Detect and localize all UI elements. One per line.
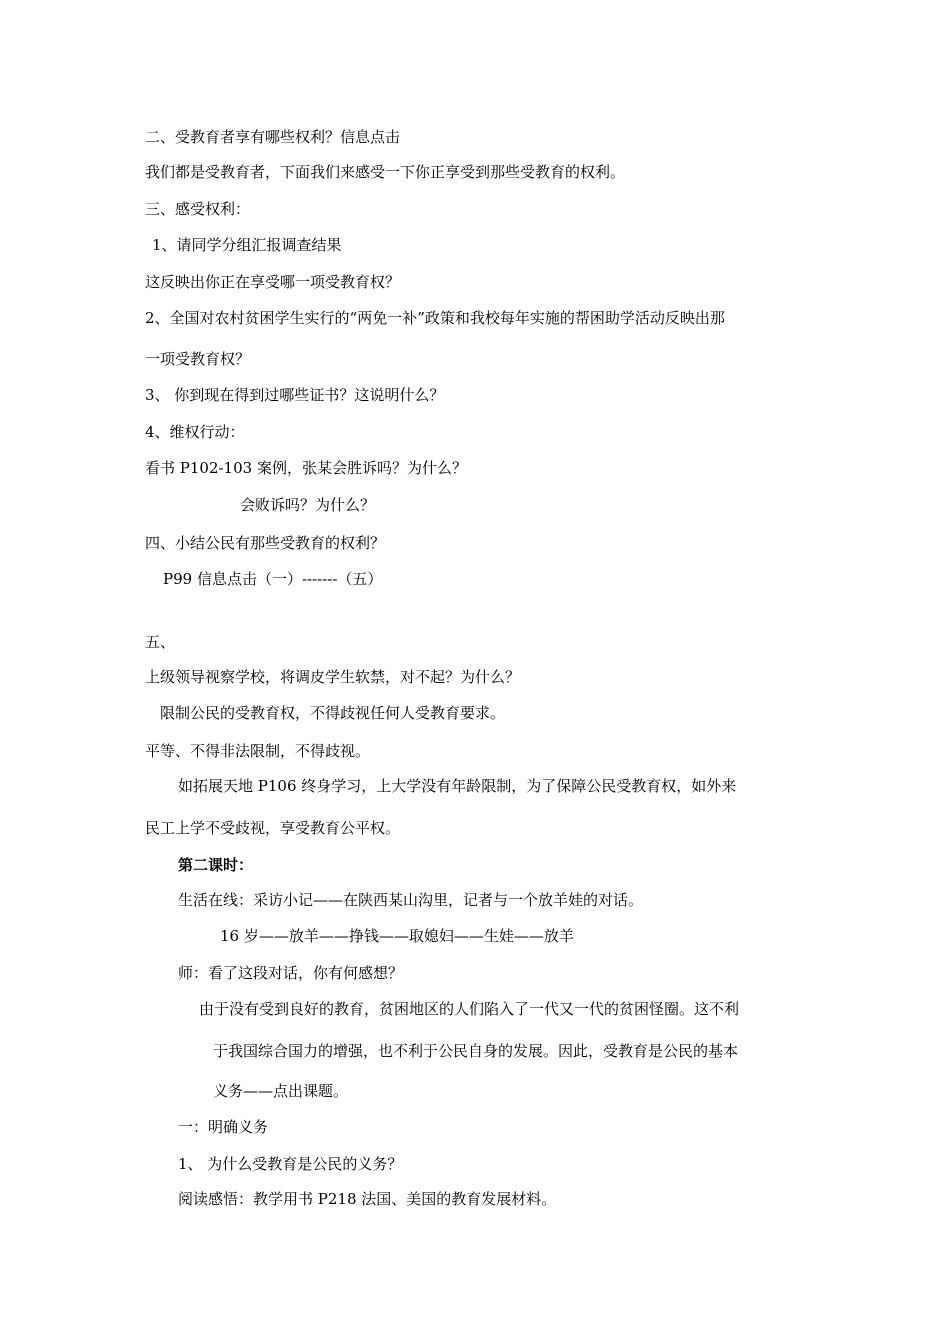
list-item-4: 4、维权行动： xyxy=(145,423,245,441)
section-heading-2: 二、受教育者享有哪些权利？信息点击 xyxy=(145,128,401,146)
paragraph-line: 这反映出你正在享受哪一项受教育权？ xyxy=(145,273,401,291)
paragraph-line: 如拓展天地 P106 终身学习，上大学没有年龄限制，为了保障公民受教育权，如外来 xyxy=(178,777,737,795)
list-item-1: 1、 为什么受教育是公民的义务？ xyxy=(178,1155,403,1173)
paragraph-line: 看书 P102-103 案例，张某会胜诉吗？为什么？ xyxy=(145,459,467,477)
lesson-heading: 第二课时： xyxy=(178,856,254,874)
paragraph-line: 会败诉吗？为什么？ xyxy=(240,496,376,514)
paragraph-line: 民工上学不受歧视，享受教育公平权。 xyxy=(145,819,401,837)
paragraph-line: 限制公民的受教育权，不得歧视任何人受教育要求。 xyxy=(160,704,506,722)
paragraph-line: 一项受教育权？ xyxy=(145,350,251,368)
paragraph-line: 阅读感悟：教学用书 P218 法国、美国的教育发展材料。 xyxy=(178,1190,557,1208)
paragraph-line: 由于没有受到良好的教育，贫困地区的人们陷入了一代又一代的贫困怪圈。这不利 xyxy=(199,1000,740,1018)
subsection-heading: 一：明确义务 xyxy=(178,1118,269,1136)
list-item-1: 1、请同学分组汇报调查结果 xyxy=(152,236,342,254)
list-item-2: 2、全国对农村贫困学生实行的“两免一补”政策和我校每年实施的帮困助学活动反映出那 xyxy=(145,309,725,327)
paragraph-line: 16 岁——放羊——挣钱——取媳妇——生娃——放羊 xyxy=(220,927,574,945)
paragraph-line: P99 信息点击（一）-------（五） xyxy=(163,570,383,588)
paragraph-line: 平等、不得非法限制，不得歧视。 xyxy=(145,742,371,760)
section-heading-4: 四、小结公民有那些受教育的权利？ xyxy=(145,534,386,552)
section-heading-5: 五、 xyxy=(145,633,176,651)
list-item-3: 3、 你到现在得到过哪些证书？这说明什么？ xyxy=(145,386,445,404)
section-heading-3: 三、感受权利： xyxy=(145,200,251,218)
paragraph-line: 生活在线：采访小记——在陕西某山沟里，记者与一个放羊娃的对话。 xyxy=(178,891,644,909)
paragraph-line: 我们都是受教育者，下面我们来感受一下你正享受到那些受教育的权利。 xyxy=(145,163,626,181)
paragraph-line: 师：看了这段对话，你有何感想？ xyxy=(178,964,404,982)
paragraph-line: 于我国综合国力的增强，也不利于公民自身的发展。因此，受教育是公民的基本 xyxy=(213,1042,739,1060)
paragraph-line: 义务——点出课题。 xyxy=(213,1082,349,1100)
paragraph-line: 上级领导视察学校，将调皮学生软禁，对不起？为什么？ xyxy=(145,668,521,686)
